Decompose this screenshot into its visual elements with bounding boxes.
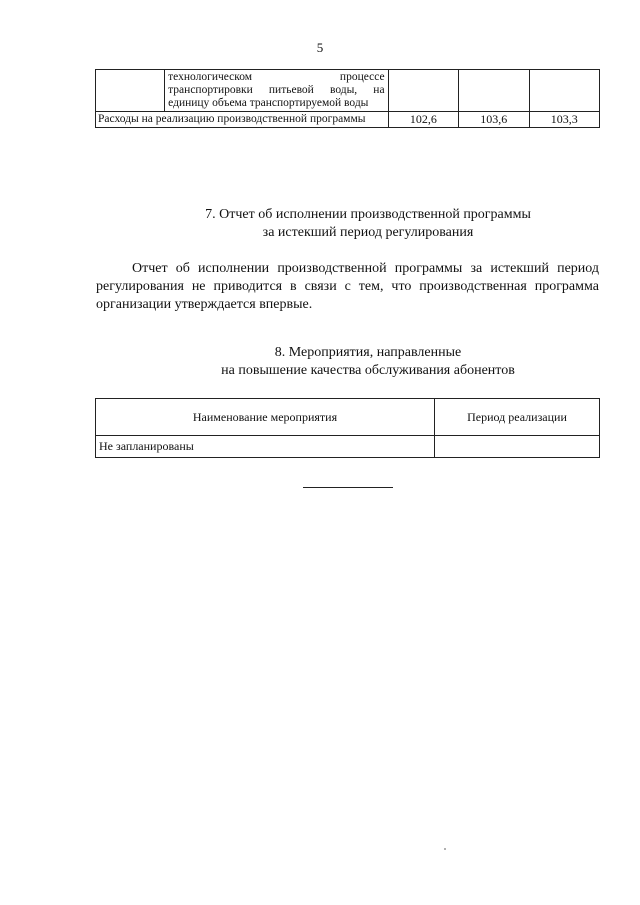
- scan-speck: [444, 848, 446, 850]
- table-row: [96, 70, 600, 112]
- table-cell: [388, 70, 458, 112]
- section-8-title-line: на повышение качества обслуживания абонентов: [221, 363, 515, 378]
- table-header-row: [96, 399, 600, 436]
- page-number: 5: [316, 40, 324, 55]
- table-row: [96, 112, 600, 128]
- expenses-value-cell: 103,3: [529, 112, 599, 128]
- section-7-paragraph-text: Отчет об исполнении производственной программы за истекший период регулирования не приводится в связи с тем, что производственная программа организации утверждается впервые.: [96, 261, 599, 312]
- activity-name-cell: Не запланированы: [96, 436, 435, 458]
- indicator-description-cell: технологическом процессе транспортировки питьевой воды, на единицу объема транспортируемой воды: [165, 70, 388, 112]
- section-7-title-line: 7. Отчет об исполнении производственной программы: [205, 207, 531, 222]
- table-row: [96, 436, 600, 458]
- section-7-title-line: за истекший период регулирования: [262, 225, 474, 240]
- table-cell: [96, 70, 165, 112]
- section-7-heading: [48, 206, 640, 242]
- end-divider: [303, 487, 393, 488]
- expenses-value-cell: 102,6: [388, 112, 458, 128]
- table-cell: [459, 70, 529, 112]
- section-7-paragraph: [96, 260, 599, 314]
- table-cell: [529, 70, 599, 112]
- section-8-title-line: 8. Мероприятия, направленные: [274, 345, 462, 360]
- expenses-value-cell: 103,6: [459, 112, 529, 128]
- production-program-table: [95, 69, 600, 128]
- activities-table: [95, 398, 600, 458]
- column-header-period: Период реализации: [435, 399, 600, 436]
- expenses-label-cell: Расходы на реализацию производственной программы: [96, 112, 389, 128]
- section-8-heading: [48, 344, 640, 380]
- column-header-activity-name: Наименование мероприятия: [96, 399, 435, 436]
- period-cell: [435, 436, 600, 458]
